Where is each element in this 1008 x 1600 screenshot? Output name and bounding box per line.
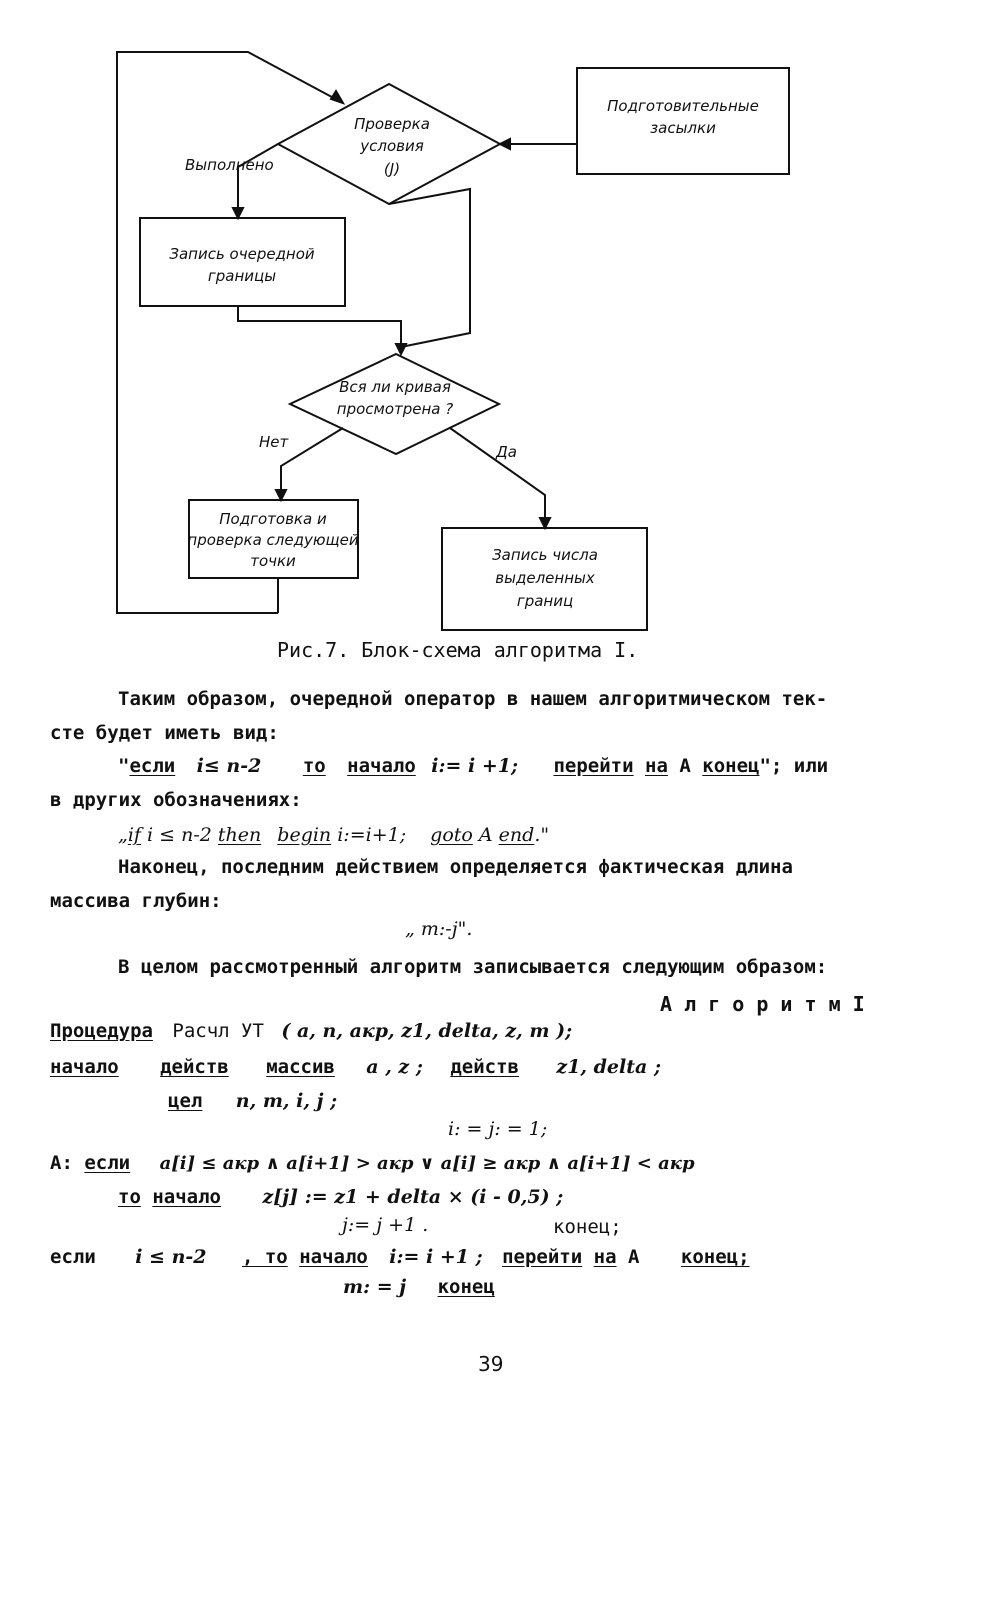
record-boundary-line2: границы: [207, 267, 277, 285]
whole-curve-line2: просмотрена ?: [336, 400, 454, 418]
stmt-ru-line: [118, 755, 828, 777]
stmt-ru-tail: "; или: [759, 755, 829, 777]
stmt-ru-to: на: [645, 755, 668, 777]
para4: В целом рассмотренный алгоритм записывается следующим образом:: [118, 956, 828, 978]
prepare-next-line2: проверка следующей: [187, 531, 359, 549]
algo-begin-kw: начало: [50, 1056, 119, 1078]
algo-label2: А: [627, 1246, 640, 1268]
fulfilled-label: Выполнено: [185, 156, 274, 174]
algo-begin-kw2: начало: [152, 1186, 221, 1208]
stmt-en-begin: begin: [277, 824, 332, 846]
stmt-ru-assign: i:= i +1;: [431, 755, 519, 777]
prepare-next-line3: точки: [250, 552, 296, 570]
para1-line2: сте будет иметь вид:: [50, 722, 279, 744]
algo-to-kw: на: [593, 1246, 617, 1268]
algo-real-kw: действ: [160, 1056, 229, 1078]
algo-if-kw: если: [84, 1152, 131, 1174]
whole-curve-line1: Вся ли кривая: [339, 378, 451, 396]
algo-final-line: [343, 1276, 495, 1298]
algo-int-kw: цел: [168, 1090, 203, 1112]
algo-title: А л г о р и т м I: [660, 992, 865, 1016]
stmt-en-goto: goto: [430, 824, 473, 846]
record-count-line3: границ: [516, 592, 574, 610]
algo-j-assign: j:= j +1 .: [342, 1214, 429, 1236]
algo-decl-line: [50, 1056, 661, 1078]
algo-proc-name: Расчл УТ: [172, 1020, 264, 1042]
algo-goto-kw: перейти: [502, 1246, 583, 1268]
prepare-next-line1: Подготовка и: [219, 510, 327, 528]
algo-end3: конец: [437, 1276, 495, 1298]
algo-array-kw: массив: [266, 1056, 335, 1078]
stmt-en-open: „: [118, 824, 128, 846]
page-number: 39: [478, 1352, 504, 1376]
algo-init: i: = j: = 1;: [448, 1118, 548, 1140]
stmt-en-cond: i ≤ n-2: [147, 824, 212, 846]
algo-m-final: m: = j: [343, 1276, 407, 1298]
yes-label: Да: [496, 443, 517, 461]
stmt-ru-if: если: [129, 755, 176, 777]
check-condition-line3: (J): [383, 160, 401, 178]
figure-caption: Рис.7. Блок-схема алгоритма I.: [277, 638, 639, 662]
algo-reals: z1, delta ;: [556, 1056, 661, 1078]
algo-i-assign: i:= i +1 ;: [389, 1246, 483, 1268]
stmt-en-if: if: [127, 824, 141, 846]
algo-ints: n, m, i, j ;: [235, 1090, 338, 1112]
algo-if2-line: [50, 1246, 750, 1268]
algo-arrays: a , z ;: [366, 1056, 423, 1078]
algo-then-line: [118, 1186, 563, 1208]
algo-cond: a[i] ≤ акр ∧ a[i+1] > акр ∨ a[i] ≥ акр ∧ a[i+1] < акр: [159, 1153, 695, 1174]
stmt-en-end: end: [498, 824, 535, 846]
algo-end2: конец;: [680, 1246, 750, 1268]
check-condition-line1: Проверка: [354, 115, 430, 133]
stmt-ru-goto: перейти: [553, 755, 634, 777]
stmt-ru-cond: i≤ n-2: [196, 755, 262, 777]
algo-proc-params: ( a, n, акр, z1, delta, z, m );: [281, 1020, 573, 1042]
record-count-line2: выделенных: [495, 569, 595, 587]
algo-proc-line: [50, 1020, 572, 1042]
stmt-ru-quote: ": [118, 755, 130, 777]
stmt-en-label: A: [478, 824, 493, 846]
algo-proc-kw: Процедура: [50, 1020, 153, 1042]
para3-line1: Наконец, последним действием определяется фактическая длина: [118, 856, 793, 878]
algo-then-kw2: , то: [241, 1246, 288, 1268]
algo-begin-kw3: начало: [299, 1246, 368, 1268]
no-label: Нет: [259, 433, 289, 451]
algo-int-line: [168, 1090, 337, 1112]
stmt-en-line: [118, 824, 549, 846]
record-boundary-line1: Запись очередной: [169, 245, 315, 263]
algo-z-assign: z[j] := z1 + delta × (i - 0,5) ;: [262, 1186, 564, 1208]
algo-label-a: А:: [50, 1152, 73, 1174]
algo-if-line: [50, 1152, 695, 1174]
record-count-line1: Запись числа: [492, 546, 598, 564]
stmt-en-assign: i:=i+1;: [337, 824, 407, 846]
stmt-en-then: then: [217, 824, 262, 846]
algo-then-kw: то: [118, 1186, 141, 1208]
algo-if-kw2: если: [50, 1246, 96, 1268]
flowchart: [0, 0, 1008, 640]
check-condition-line2: условия: [360, 137, 424, 155]
para1-line1: Таким образом, очередной оператор в нашем алгоритмическом тек-: [118, 688, 828, 710]
stmt-ru-then: то: [302, 755, 326, 777]
m-assign: „ m:-j".: [405, 918, 473, 940]
para3-line2: массива глубин:: [50, 890, 222, 912]
algo-real-kw2: действ: [450, 1056, 519, 1078]
stmt-ru-end: конец: [702, 755, 760, 777]
para2: в других обозначениях:: [50, 789, 302, 811]
preparatory-line1: Подготовительные: [607, 97, 759, 115]
stmt-en-close: .": [534, 824, 550, 846]
algo-cond2: i ≤ n-2: [135, 1246, 207, 1268]
algo-end1: конец;: [553, 1216, 622, 1238]
stmt-ru-begin: начало: [347, 755, 416, 777]
preparatory-line2: засылки: [650, 119, 716, 137]
stmt-ru-label: А: [679, 755, 691, 777]
